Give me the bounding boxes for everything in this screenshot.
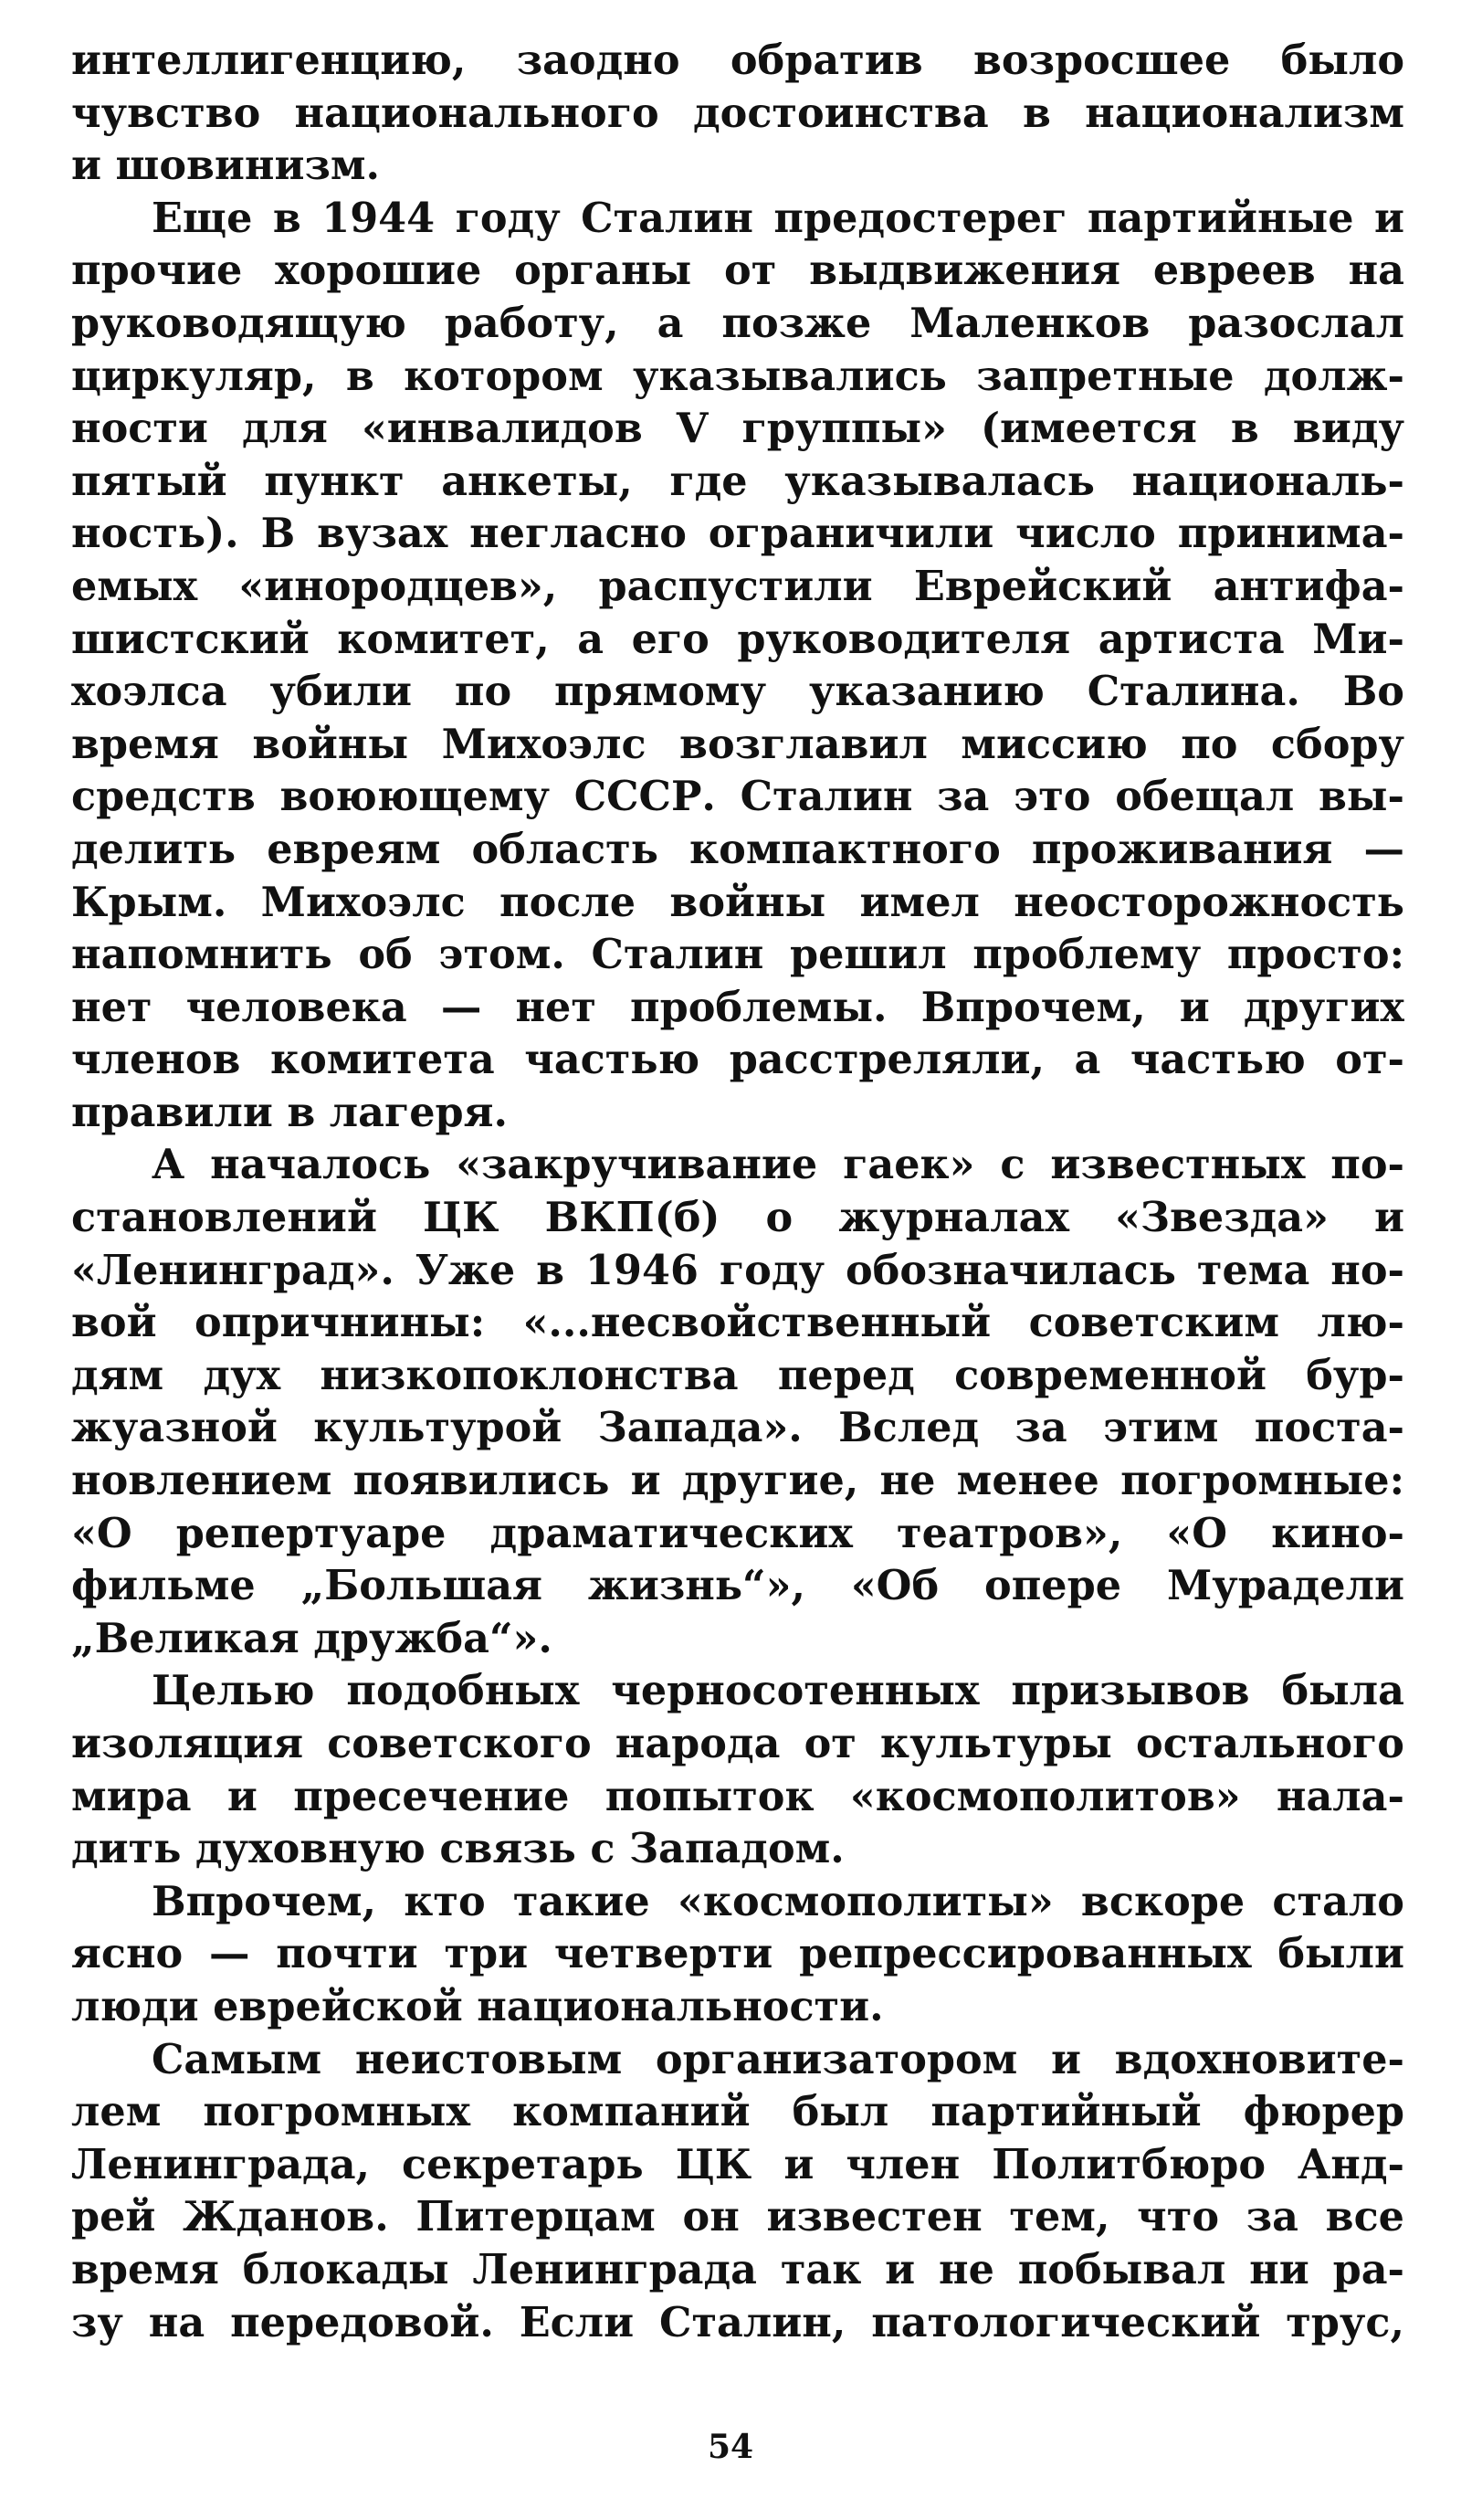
text-line: Ленинграда, секретарь ЦК и член Политбюро Анд- — [71, 2140, 1404, 2188]
text-line: нет человека — нет проблемы. Впрочем, и других — [71, 983, 1404, 1031]
paragraph — [71, 1139, 1404, 1665]
paragraph — [71, 1665, 1404, 1875]
text-line: «О репертуаре драматических театров», «О кино- — [71, 1509, 1404, 1557]
text-line: ясно — почти три четверти репрессированных были — [71, 1930, 1404, 1978]
text-line: Целью подобных черносотенных призывов была — [152, 1667, 1404, 1715]
text-line: средств воюющему СССР. Сталин за это обещал вы- — [71, 773, 1404, 821]
text-line: Еще в 1944 году Сталин предостерег партийные и — [152, 194, 1404, 242]
text-line: Впрочем, кто такие «космополиты» вскоре стало — [152, 1877, 1404, 1925]
paragraph — [71, 193, 1404, 1140]
text-line: изоляция советского народа от культуры остального — [71, 1720, 1404, 1767]
text-line: становлений ЦК ВКП(б) о журналах «Звезда» и — [71, 1194, 1404, 1242]
text-line: чувство национального достоинства в национализм — [71, 89, 1404, 137]
page-number: 54 — [707, 2428, 754, 2466]
text-line: членов комитета частью расстреляли, а частью от- — [71, 1036, 1404, 1084]
text-line: ность). В вузах негласно ограничили число принима- — [71, 510, 1404, 558]
text-line: и шовинизм. — [71, 142, 381, 190]
text-line: циркуляр, в котором указывались запретные долж- — [71, 352, 1404, 400]
text-line: фильме „Большая жизнь“», «Об опере Мурадели — [71, 1562, 1404, 1610]
body-text — [71, 35, 1404, 2349]
text-line: пятый пункт анкеты, где указывалась националь- — [71, 457, 1404, 505]
text-line: Крым. Михоэлс после войны имел неосторожность — [71, 878, 1404, 926]
text-line: шистский комитет, а его руководителя артиста Ми- — [71, 615, 1404, 663]
text-line: жуазной культурой Запада». Вслед за этим поста- — [71, 1404, 1404, 1452]
text-line: А началось «закручивание гаек» с известных по- — [152, 1141, 1404, 1189]
text-line: емых «инородцев», распустили Еврейский антифа- — [71, 562, 1404, 610]
text-line: вой опричнины: «...несвойственный советским лю- — [71, 1299, 1404, 1347]
text-line: Самым неистовым организатором и вдохновите- — [152, 2035, 1404, 2083]
text-line: прочие хорошие органы от выдвижения евреев на — [71, 247, 1404, 295]
paragraph — [71, 1876, 1404, 2034]
text-line: напомнить об этом. Сталин решил проблему просто: — [71, 931, 1404, 979]
text-line: дям дух низкопоклонства перед современной бур- — [71, 1351, 1404, 1399]
text-line: мира и пресечение попыток «космополитов» нала- — [71, 1772, 1404, 1820]
text-line: хоэлса убили по прямому указанию Сталина. Во — [71, 668, 1404, 716]
text-line: правили в лагеря. — [71, 1088, 509, 1136]
text-line: интеллигенцию, заодно обратив возросшее было — [71, 37, 1404, 84]
text-line: делить евреям область компактного проживания — — [71, 825, 1404, 873]
text-line: лем погромных компаний был партийный фюрер — [71, 2088, 1404, 2136]
paragraph — [71, 2034, 1404, 2350]
text-line: зу на передовой. Если Сталин, патологический трус, — [71, 2298, 1404, 2346]
text-line: время войны Михоэлс возглавил миссию по сбору — [71, 720, 1404, 768]
text-line: «Ленинград». Уже в 1946 году обозначилась тема но- — [71, 1246, 1404, 1294]
text-line: ности для «инвалидов V группы» (имеется в виду — [71, 405, 1404, 453]
text-line: „Великая дружба“». — [71, 1614, 552, 1662]
text-line: люди еврейской национальности. — [71, 1982, 884, 2030]
text-line: руководящую работу, а позже Маленков разослал — [71, 299, 1404, 347]
text-line: дить духовную связь с Западом. — [71, 1825, 845, 1873]
text-line: новлением появились и другие, не менее погромные: — [71, 1457, 1404, 1505]
text-line: рей Жданов. Питерцам он известен тем, что за все — [71, 2193, 1404, 2241]
paragraph — [71, 35, 1404, 193]
text-line: время блокады Ленинграда так и не побывал ни ра- — [71, 2245, 1404, 2293]
